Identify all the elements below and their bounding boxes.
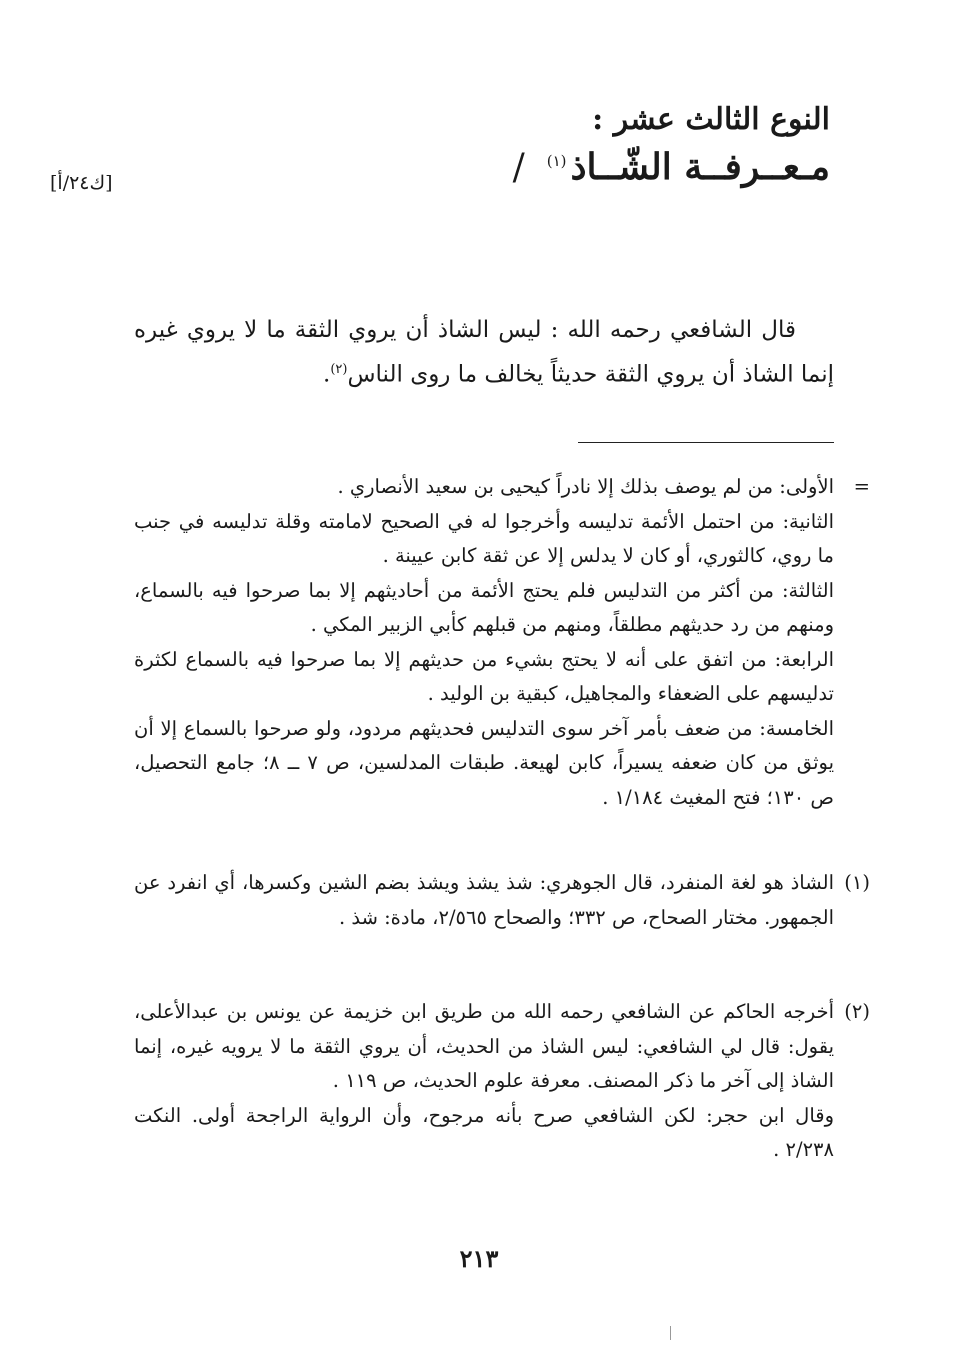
folio-break-slash: / <box>512 147 525 188</box>
footnote-paragraph: الأولى: من لم يوصف بذلك إلا نادراً كيحيى بن سعيد الأنصاري . <box>337 475 834 498</box>
main-paragraph <box>134 310 834 395</box>
footnote-paragraph: الشاذ هو لغة المنفرد، قال الجوهري: شذ يشذ ويشذ بضم الشين وكسرها، أي انفرد عن الجمهور. مختار الصحاح، ص ٣٣٢؛ والصحاح ٢/٥٦٥، مادة: شذ . <box>134 871 834 929</box>
main-footnote-ref: (٢) <box>330 362 348 377</box>
footnote-paragraph: الرابعة: من اتفق على أنه لا يحتج بشيء من حديثهم إلا بما صرحوا فيه بالسماع لكثرة تدليسهم على الضعفاء والمجاهيل، كبقية بن الوليد . <box>134 647 834 705</box>
main-text <box>134 310 834 395</box>
footnote-number: (١) <box>844 871 870 894</box>
title-footnote-ref: (١) <box>546 152 567 170</box>
chapter-title <box>513 146 830 188</box>
footnote-paragraph: أخرجه الحاكم عن الشافعي رحمه الله من طريق ابن خزيمة عن يونس بن عبدالأعلى، يقول: قال لي الشافعي: ليس الشاذ من الحديث، أن يروي الثقة ما لا يرويه غيره، إنما الشاذ إلى آخر ما ذكر المصنف. معرفة علوم الحديث، ص ١١٩ . <box>134 1000 834 1092</box>
footnote-continuation <box>134 470 870 815</box>
footnote-paragraph: وقال ابن حجر: لكن الشافعي صرح بأنه مرجوح، وأن الرواية الراجحة أولى. النكت ٢/٢٣٨ . <box>134 1103 834 1161</box>
chapter-title-text: مـعــرفــة الشّــاذ <box>570 146 830 188</box>
page-number: ٢١٣ <box>459 1244 499 1273</box>
footnote-paragraph: الخامسة: من ضعف بأمر آخر سوى التدليس فحديثهم مردود، ولو صرحوا بالسماع إلا أن يوثق من كان ضعفه يسيراً، كابن لهيعة. طبقات المدلسين، ص ٧ ــ ٨؛ جامع التحصيل، ص ١٣٠؛ فتح المغيث ١/١٨٤ . <box>134 716 834 809</box>
footnote-paragraph: الثالثة: من أكثر من التدليس فلم يحتج الأئمة من أحاديثهم إلا بما صرحوا فيه بالسماع، ومنهم من رد حديثهم مطلقاً، ومنهم من قبلهم كأبي الزبير المكي . <box>134 578 834 636</box>
continuation-marker: = <box>853 475 870 498</box>
footnote-1 <box>134 866 870 935</box>
footnote-number: (٢) <box>844 1000 870 1023</box>
main-paragraph-text: قال الشافعي رحمه الله : ليس الشاذ أن يروي الثقة ما لا يروي غيره إنما الشاذ أن يروي الثقة حديثاً يخالف ما روى الناس <box>134 317 834 388</box>
manuscript-folio-reference: [ك٢٤/أ] <box>50 172 113 194</box>
footnote-separator <box>578 442 834 443</box>
chapter-type-heading: النوع الثالث عشر : <box>592 102 830 137</box>
main-paragraph-end: . <box>323 361 331 388</box>
scan-mark <box>670 1326 671 1340</box>
footnote-paragraph: الثانية: من احتمل الأئمة تدليسه وأخرجوا له في الصحيح لامامته وقلة تدليسه في جنب ما روي، كالثوري، أو كان لا يدلس إلا عن ثقة كابن عيينة . <box>134 509 834 567</box>
footnote-2 <box>134 995 870 1168</box>
